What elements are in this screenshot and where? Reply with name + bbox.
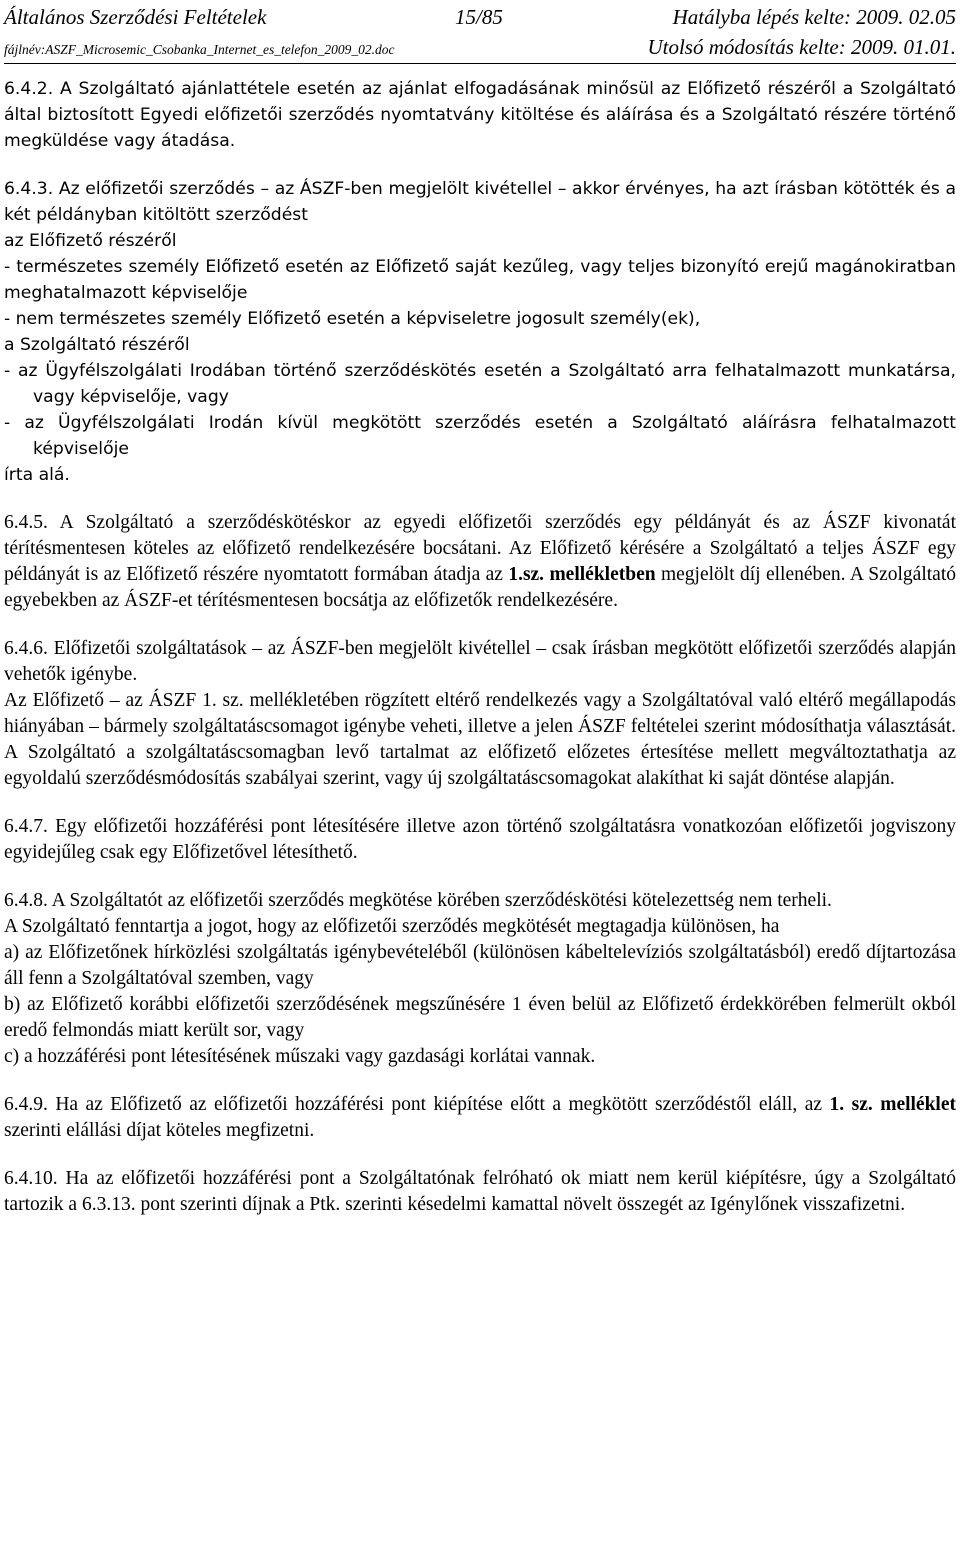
section-6-4-8-item-b: b) az Előfizető korábbi előfizetői szerződésének megszűnésére 1 éven belül az Előfizető érdekkörében felmerült okból eredő felmondás miatt került sor, vagy xyxy=(4,994,956,1041)
section-6-4-6-p2: Az Előfizető – az ÁSZF 1. sz. mellékletében rögzített eltérő rendelkezés vagy a Szolgáltatóval való eltérő megállapodás hiányában – bármely szolgáltatáscsomagot igénybe veheti, illetve a jelen ÁSZF feltételei szerint módosíthatja választását. A Szolgáltató a szolgáltatáscsomagban levő tartalmat az előfizető előzetes értesítése mellett megváltoztathatja az egyoldalú szerződésmódosítás szabályai szerint, vagy új szolgáltatáscsomagokat alakíthat ki saját döntése alapján. xyxy=(4,690,956,789)
section-6-4-8-p2: A Szolgáltató fenntartja a jogot, hogy az előfizetői szerződés megkötését megtagadja különösen, ha xyxy=(4,916,780,937)
annex-reference: 1. sz. melléklet xyxy=(829,1094,957,1115)
section-6-4-3-item-2: - nem természetes személy Előfizető esetén a képviseletre jogosult személy(ek), xyxy=(4,309,701,329)
section-6-4-3-item-1: - természetes személy Előfizető esetén az Előfizető saját kezűleg, vagy teljes bizonyító erejű magánokiratban meghatalmazott képviselője xyxy=(4,257,956,303)
header-divider xyxy=(4,63,956,64)
section-6-4-3-item-3: - az Ügyfélszolgálati Irodában történő szerződéskötés esetén a Szolgáltató arra felhatalmazott munkatársa, vagy képviselője, vagy xyxy=(4,361,956,407)
section-6-4-8-p1: 6.4.8. A Szolgáltatót az előfizetői szerződés megkötése körében szerződéskötési kötelezettség nem terheli. xyxy=(4,890,832,911)
section-6-4-9: 6.4.9. Ha az Előfizető az előfizetői hozzáférési pont kiépítése előtt a megkötött szerződéstől eláll, az 1. sz. melléklet szerinti elállási díjat köteles megfizetni. xyxy=(4,1094,957,1141)
page-header-top xyxy=(4,4,956,30)
section-6-4-8-item-c: c) a hozzáférési pont létesítésének műszaki vagy gazdasági korlátai vannak. xyxy=(4,1046,596,1067)
section-6-4-6-p1: 6.4.6. Előfizetői szolgáltatások – az ÁSZF-ben megjelölt kivétellel – csak írásban megkötött előfizetői szerződés alapján vehetők igénybe. xyxy=(4,638,956,685)
section-6-4-3-subscriber-heading: az Előfizető részéről xyxy=(4,231,177,251)
document-title: Általános Szerződési Feltételek xyxy=(4,5,267,29)
section-6-4-3 xyxy=(4,176,956,488)
document-body xyxy=(4,76,956,1218)
page-number: 15/85 xyxy=(455,5,503,29)
section-6-4-3-item-4: - az Ügyfélszolgálati Irodán kívül megkötött szerződés esetén a Szolgáltató aláírásra felhatalmazott képviselője xyxy=(4,413,956,459)
section-6-4-3-end: írta alá. xyxy=(4,465,70,485)
page-header-bottom xyxy=(4,36,956,61)
section-6-4-3-provider-heading: a Szolgáltató részéről xyxy=(4,335,190,355)
section-6-4-3-intro: 6.4.3. Az előfizetői szerződés – az ÁSZF-ben megjelölt kivétellel – akkor érvényes, ha azt írásban kötötték és a két példányban kitöltött szerződést xyxy=(4,179,956,225)
section-6-4-7: 6.4.7. Egy előfizetői hozzáférési pont létesítésére illetve azon történő szolgáltatásra vonatkozóan előfizetői jogviszony egyidejűleg csak egy Előfizetővel létesíthető. xyxy=(4,816,956,863)
section-6-4-10: 6.4.10. Ha az előfizetői hozzáférési pont a Szolgáltatónak felróható ok miatt nem kerül kiépítésre, úgy a Szolgáltató tartozik a 6.3.13. pont szerinti díjnak a Ptk. szerinti késedelmi kamattal növelt összegét az Igénylőnek visszafizetni. xyxy=(4,1168,956,1215)
effective-date: Hatályba lépés kelte: 2009. 02.05 xyxy=(672,5,956,29)
file-name: fájlnév:ASZF_Microsemic_Csobanka_Internet_es_telefon_2009_02.doc xyxy=(4,42,395,57)
section-6-4-5: 6.4.5. A Szolgáltató a szerződéskötéskor az egyedi előfizetői szerződés egy példányát és az ÁSZF kivonatát térítésmentesen köteles az előfizető rendelkezésére bocsátani. Az Előfizető kérésére a Szolgáltató a teljes ÁSZF egy példányát is az Előfizető részére nyomtatott formában átadja az 1.sz. mellékletben megjelölt díj ellenében. A Szolgáltató egyebekben az ÁSZF-et térítésmentesen bocsátja az előfizetők rendelkezésére. xyxy=(4,512,956,611)
modified-date: Utolsó módosítás kelte: 2009. 01.01. xyxy=(647,35,956,59)
section-6-4-2: 6.4.2. A Szolgáltató ajánlattétele esetén az ajánlat elfogadásának minősül az Előfizető részéről a Szolgáltató által biztosított Egyedi előfizetői szerződés nyomtatvány kitöltése és aláírása és a Szolgáltató részére történő megküldése vagy átadása. xyxy=(4,79,956,151)
annex-reference: 1.sz. mellékletben xyxy=(508,564,656,585)
section-6-4-8-item-a: a) az Előfizetőnek hírközlési szolgáltatás igénybevételéből (különösen kábeltelevíziós szolgáltatásból) eredő díjtartozása áll fenn a Szolgáltatóval szemben, vagy xyxy=(4,942,956,989)
